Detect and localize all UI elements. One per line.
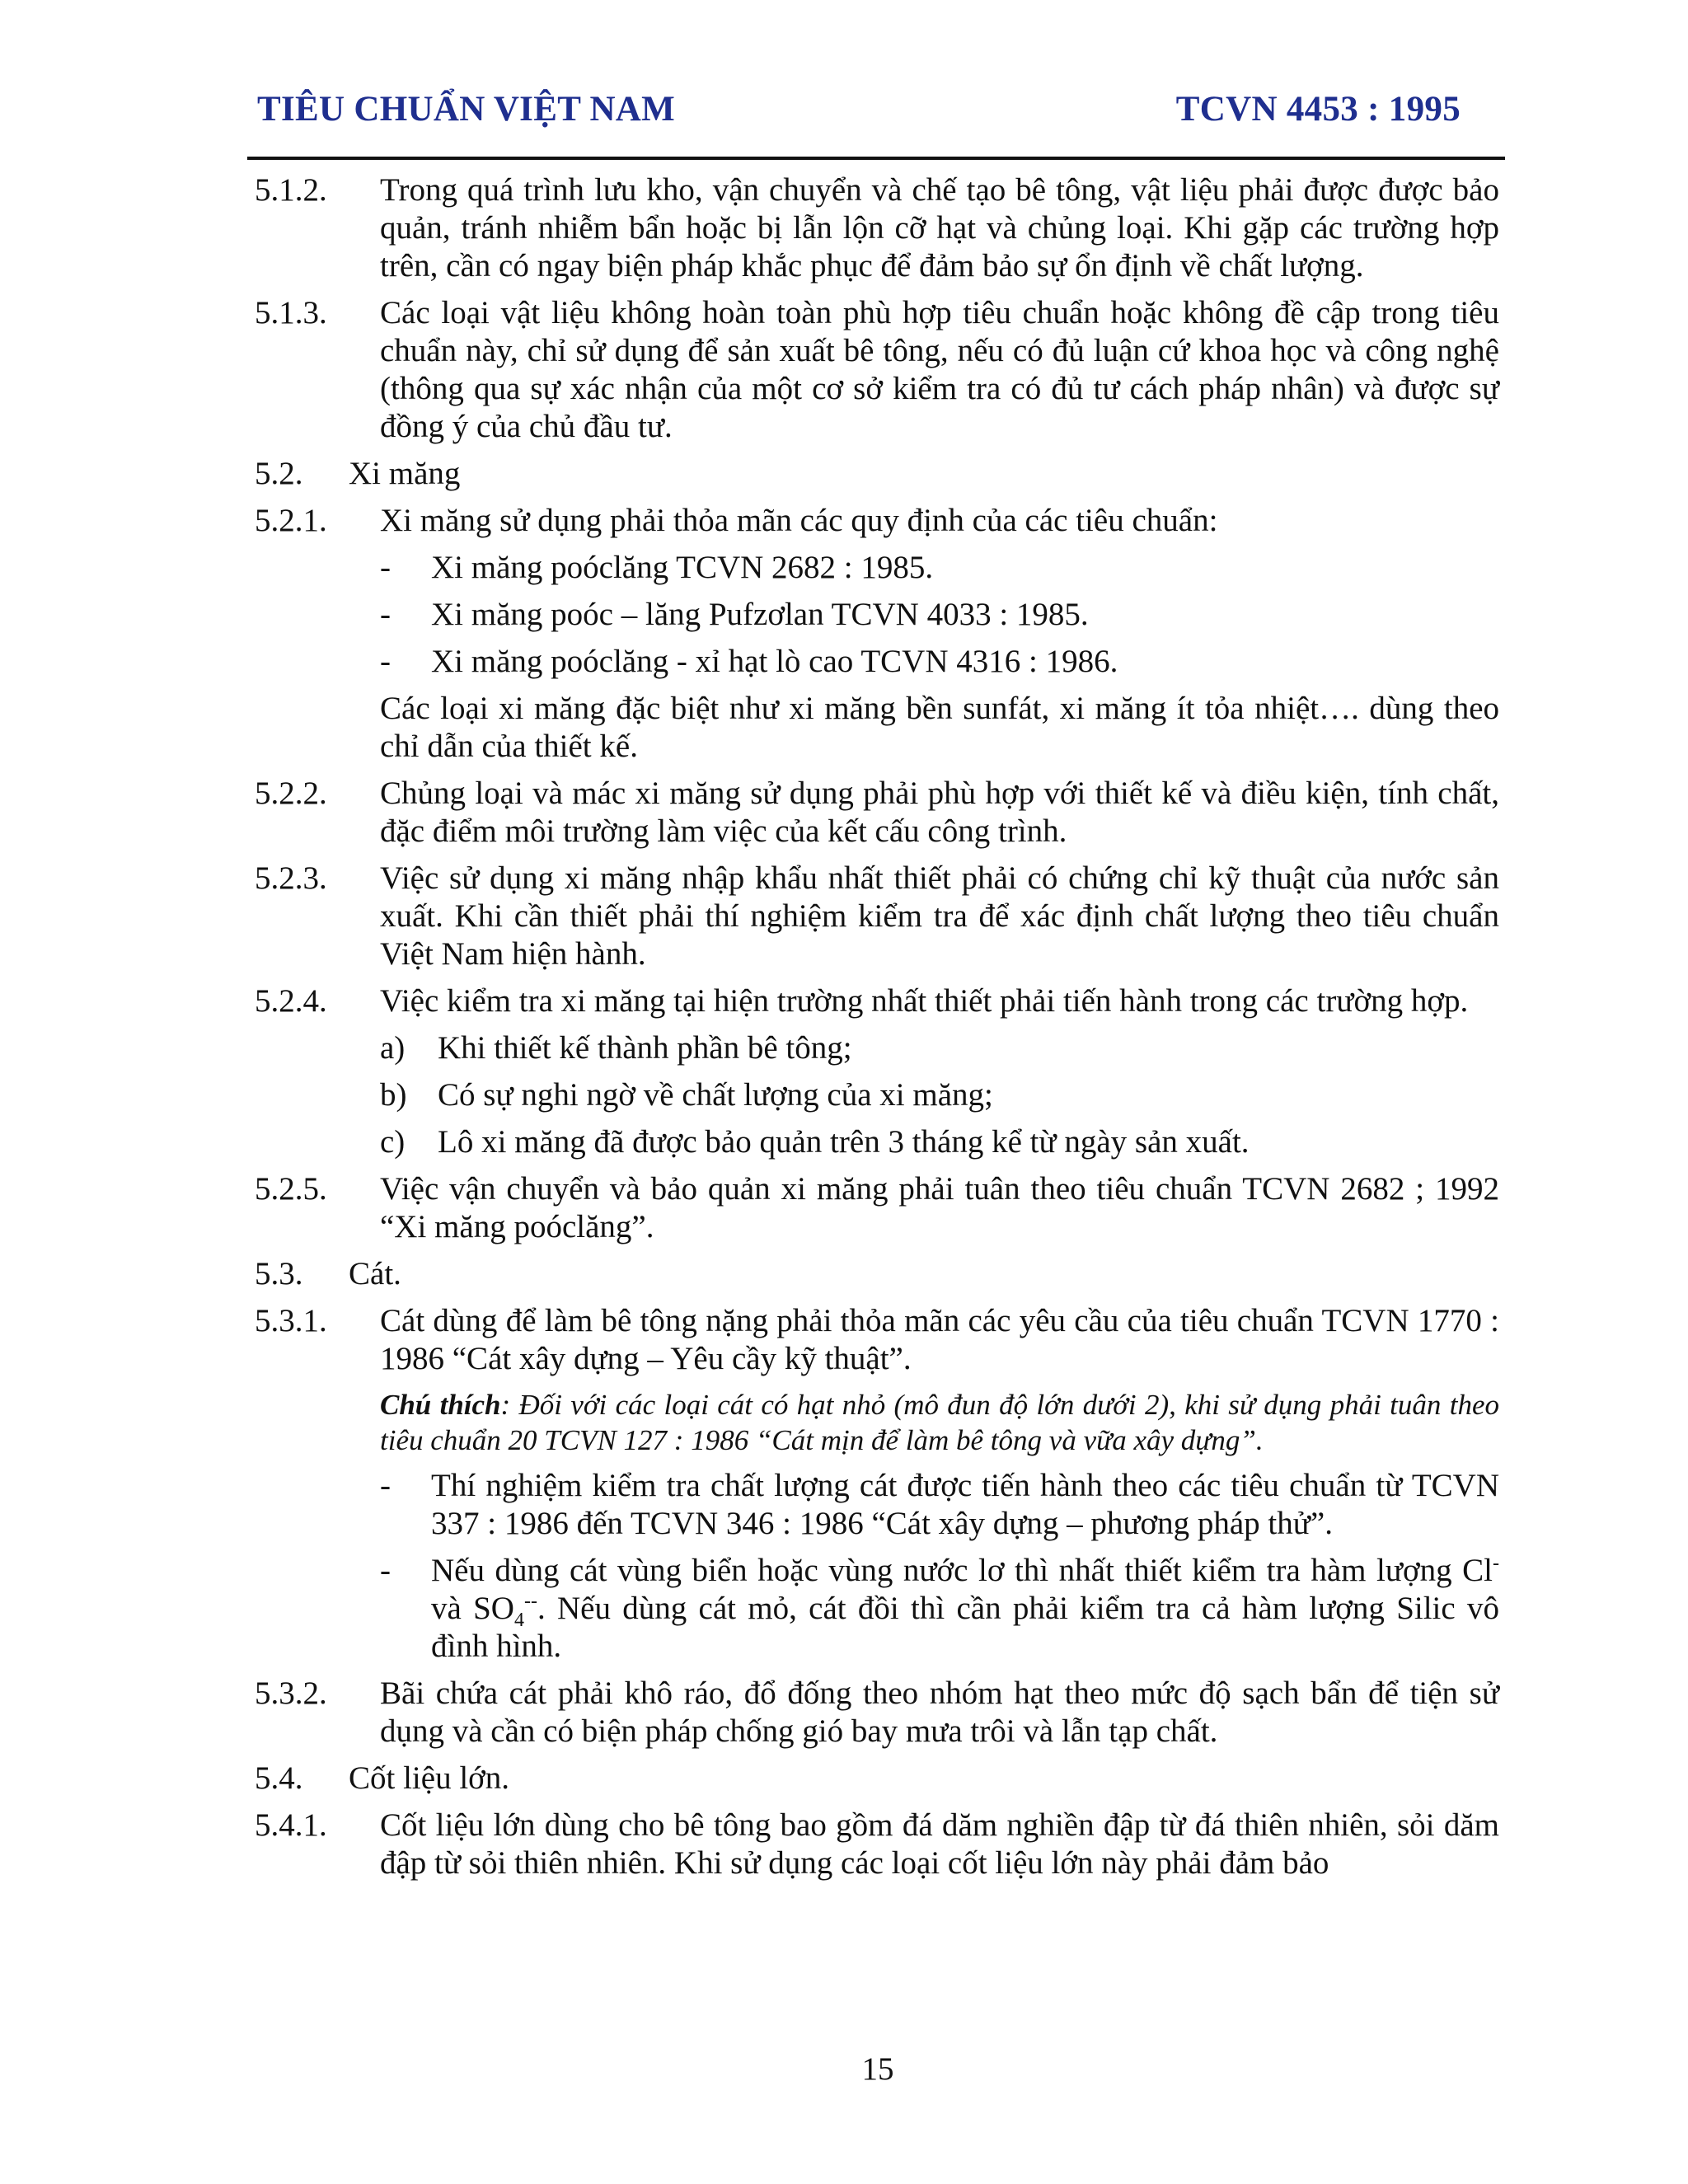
section-heading: Cốt liệu lớn. xyxy=(349,1760,510,1796)
clause-5-2-5 xyxy=(255,1170,1499,1246)
bullet-dash: - xyxy=(380,597,391,632)
clause-number: 5.1.2. xyxy=(255,172,327,208)
bullet-dash: - xyxy=(380,1468,391,1503)
section-5-3 xyxy=(255,1255,1499,1293)
section-number: 5.3. xyxy=(255,1256,303,1291)
clause-number: 5.1.3. xyxy=(255,295,327,330)
clause-number: 5.4.1. xyxy=(255,1807,327,1843)
clause-text: Trong quá trình lưu kho, vận chuyển và chế tạo bê tông, vật liệu phải được được bảo quản, tránh nhiễm bẩn hoặc bị lẫn lộn cỡ hạt và chủng loại. Khi gặp các trường hợp trên, cần có ngay biện pháp khắc phục để đảm bảo sự ổn định về chất lượng. xyxy=(380,172,1499,284)
clause-5-2-1 xyxy=(255,502,1499,540)
list-item xyxy=(380,1076,1499,1114)
list-item-text: Xi măng poóc – lăng Pufzơlan TCVN 4033 : 1985. xyxy=(431,597,1089,632)
bullet-dash: - xyxy=(380,1553,391,1588)
clause-text: Cốt liệu lớn dùng cho bê tông bao gồm đá dăm nghiền đập từ đá thiên nhiên, sỏi dăm đập từ sỏi thiên nhiên. Khi sử dụng các loại cốt liệu lớn này phải đảm bảo xyxy=(380,1807,1499,1881)
list-item-text: Có sự nghi ngờ về chất lượng của xi măng; xyxy=(438,1077,993,1113)
list-item xyxy=(380,1029,1499,1067)
list-item-text: Khi thiết kế thành phần bê tông; xyxy=(438,1030,852,1066)
sulfate-subscript: 4 xyxy=(513,1609,524,1631)
item-label: b) xyxy=(380,1077,407,1113)
clause-number: 5.2.3. xyxy=(255,860,327,896)
clause-text: Việc sử dụng xi măng nhập khẩu nhất thiết phải có chứng chỉ kỹ thuật của nước sản xuất. Khi cần thiết phải thí nghiệm kiểm tra để xác định chất lượng theo tiêu chuẩn Việt Nam hiện hành. xyxy=(380,860,1499,972)
clause-5-2-4 xyxy=(255,982,1499,1020)
list-item-text: Thí nghiệm kiểm tra chất lượng cát được tiến hành theo các tiêu chuẩn từ TCVN 337 : 1986 đến TCVN 346 : 1986 “Cát xây dựng – phương pháp thử”. xyxy=(431,1468,1499,1541)
header-standard-title: TIÊU CHUẨN VIỆT NAM xyxy=(257,90,676,129)
list-item xyxy=(380,549,1499,587)
clause-5-4-1 xyxy=(255,1807,1499,1882)
section-heading: Xi măng xyxy=(349,456,461,491)
clause-number: 5.2.4. xyxy=(255,983,327,1019)
item-label: a) xyxy=(380,1030,406,1066)
note-label: Chú thích xyxy=(380,1389,501,1421)
list-item xyxy=(380,643,1499,681)
page-number: 15 xyxy=(861,2051,894,2087)
clause-text: Bãi chứa cát phải khô ráo, đổ đống theo nhóm hạt theo mức độ sạch bẩn để tiện sử dụng và cần có biện pháp chống gió bay mưa trôi và lẫn tạp chất. xyxy=(380,1675,1499,1749)
clause-5-3-2 xyxy=(255,1675,1499,1750)
document-body xyxy=(255,171,1499,1891)
text-segment: Nếu dùng cát vùng biển hoặc vùng nước lơ thì nhất thiết kiểm tra hàm lượng Cl xyxy=(431,1553,1493,1588)
list-item-text xyxy=(431,1552,1499,1666)
chloride-charge: - xyxy=(1493,1553,1499,1574)
clause-number: 5.3.2. xyxy=(255,1675,327,1711)
section-number: 5.4. xyxy=(255,1760,303,1796)
list-item-text: Lô xi măng đã được bảo quản trên 3 tháng kể từ ngày sản xuất. xyxy=(438,1124,1250,1160)
text-segment: . Nếu dùng cát mỏ, cát đồi thì cần phải kiểm tra cả hàm lượng Silic vô đình hình. xyxy=(431,1591,1499,1664)
clause-text: Cát dùng để làm bê tông nặng phải thỏa mãn các yêu cầu của tiêu chuẩn TCVN 1770 : 1986 “Cát xây dựng – Yêu cầy kỹ thuật”. xyxy=(380,1303,1499,1376)
list-item xyxy=(380,596,1499,634)
section-heading: Cát. xyxy=(349,1256,401,1291)
clause-number: 5.3.1. xyxy=(255,1303,327,1338)
header-rule xyxy=(247,157,1505,160)
section-5-2 xyxy=(255,455,1499,493)
clause-number: 5.2.5. xyxy=(255,1171,327,1207)
text-segment: và SO xyxy=(431,1591,514,1626)
section-number: 5.2. xyxy=(255,456,303,491)
note-text: : Đối với các loại cát có hạt nhỏ (mô đun độ lớn dưới 2), khi sử dụng phải tuân theo tiêu chuẩn 20 TCVN 127 : 1986 “Cát mịn để làm bê tông và vữa xây dựng”. xyxy=(380,1389,1499,1456)
list-item-text: Xi măng poóclăng TCVN 2682 : 1985. xyxy=(431,550,934,585)
clause-number: 5.2.2. xyxy=(255,776,327,811)
clause-text: Việc kiểm tra xi măng tại hiện trường nhất thiết phải tiến hành trong các trường hợp. xyxy=(380,983,1469,1019)
bullet-dash: - xyxy=(380,644,391,679)
clause-5-2-2 xyxy=(255,775,1499,851)
list-item xyxy=(380,1552,1499,1666)
list-item-text: Xi măng poóclăng - xỉ hạt lò cao TCVN 4316 : 1986. xyxy=(431,644,1118,679)
clause-number: 5.2.1. xyxy=(255,503,327,538)
clause-text: Việc vận chuyển và bảo quản xi măng phải tuân theo tiêu chuẩn TCVN 2682 ; 1992 “Xi măng poóclăng”. xyxy=(380,1171,1499,1244)
clause-5-1-3 xyxy=(255,294,1499,446)
clause-text: Chủng loại và mác xi măng sử dụng phải phù hợp với thiết kế và điều kiện, tính chất, đặc điểm môi trường làm việc của kết cấu công trình. xyxy=(380,776,1499,849)
paragraph: Các loại xi măng đặc biệt như xi măng bền sunfát, xi măng ít tỏa nhiệt…. dùng theo chỉ dẫn của thiết kế. xyxy=(380,691,1499,764)
clause-5-3-1 xyxy=(255,1302,1499,1378)
clause-text: Xi măng sử dụng phải thỏa mãn các quy định của các tiêu chuẩn: xyxy=(380,503,1218,538)
clause-5-2-3 xyxy=(255,860,1499,973)
bullet-dash: - xyxy=(380,550,391,585)
clause-5-1-2 xyxy=(255,171,1499,285)
list-item xyxy=(380,1123,1499,1161)
item-label: c) xyxy=(380,1124,406,1160)
section-5-4 xyxy=(255,1760,1499,1797)
note xyxy=(380,1387,1499,1458)
list-item xyxy=(380,1467,1499,1543)
header-standard-code: TCVN 4453 : 1995 xyxy=(1175,90,1461,129)
sulfate-charge: -- xyxy=(523,1591,537,1612)
clause-text: Các loại vật liệu không hoàn toàn phù hợp tiêu chuẩn hoặc không đề cập trong tiêu chuẩn này, chỉ sử dụng để sản xuất bê tông, nếu có đủ luận cứ khoa học và công nghệ (thông qua sự xác nhận của một cơ sở kiểm tra có đủ tư cách pháp nhân) và được sự đồng ý của chủ đầu tư. xyxy=(380,295,1499,444)
